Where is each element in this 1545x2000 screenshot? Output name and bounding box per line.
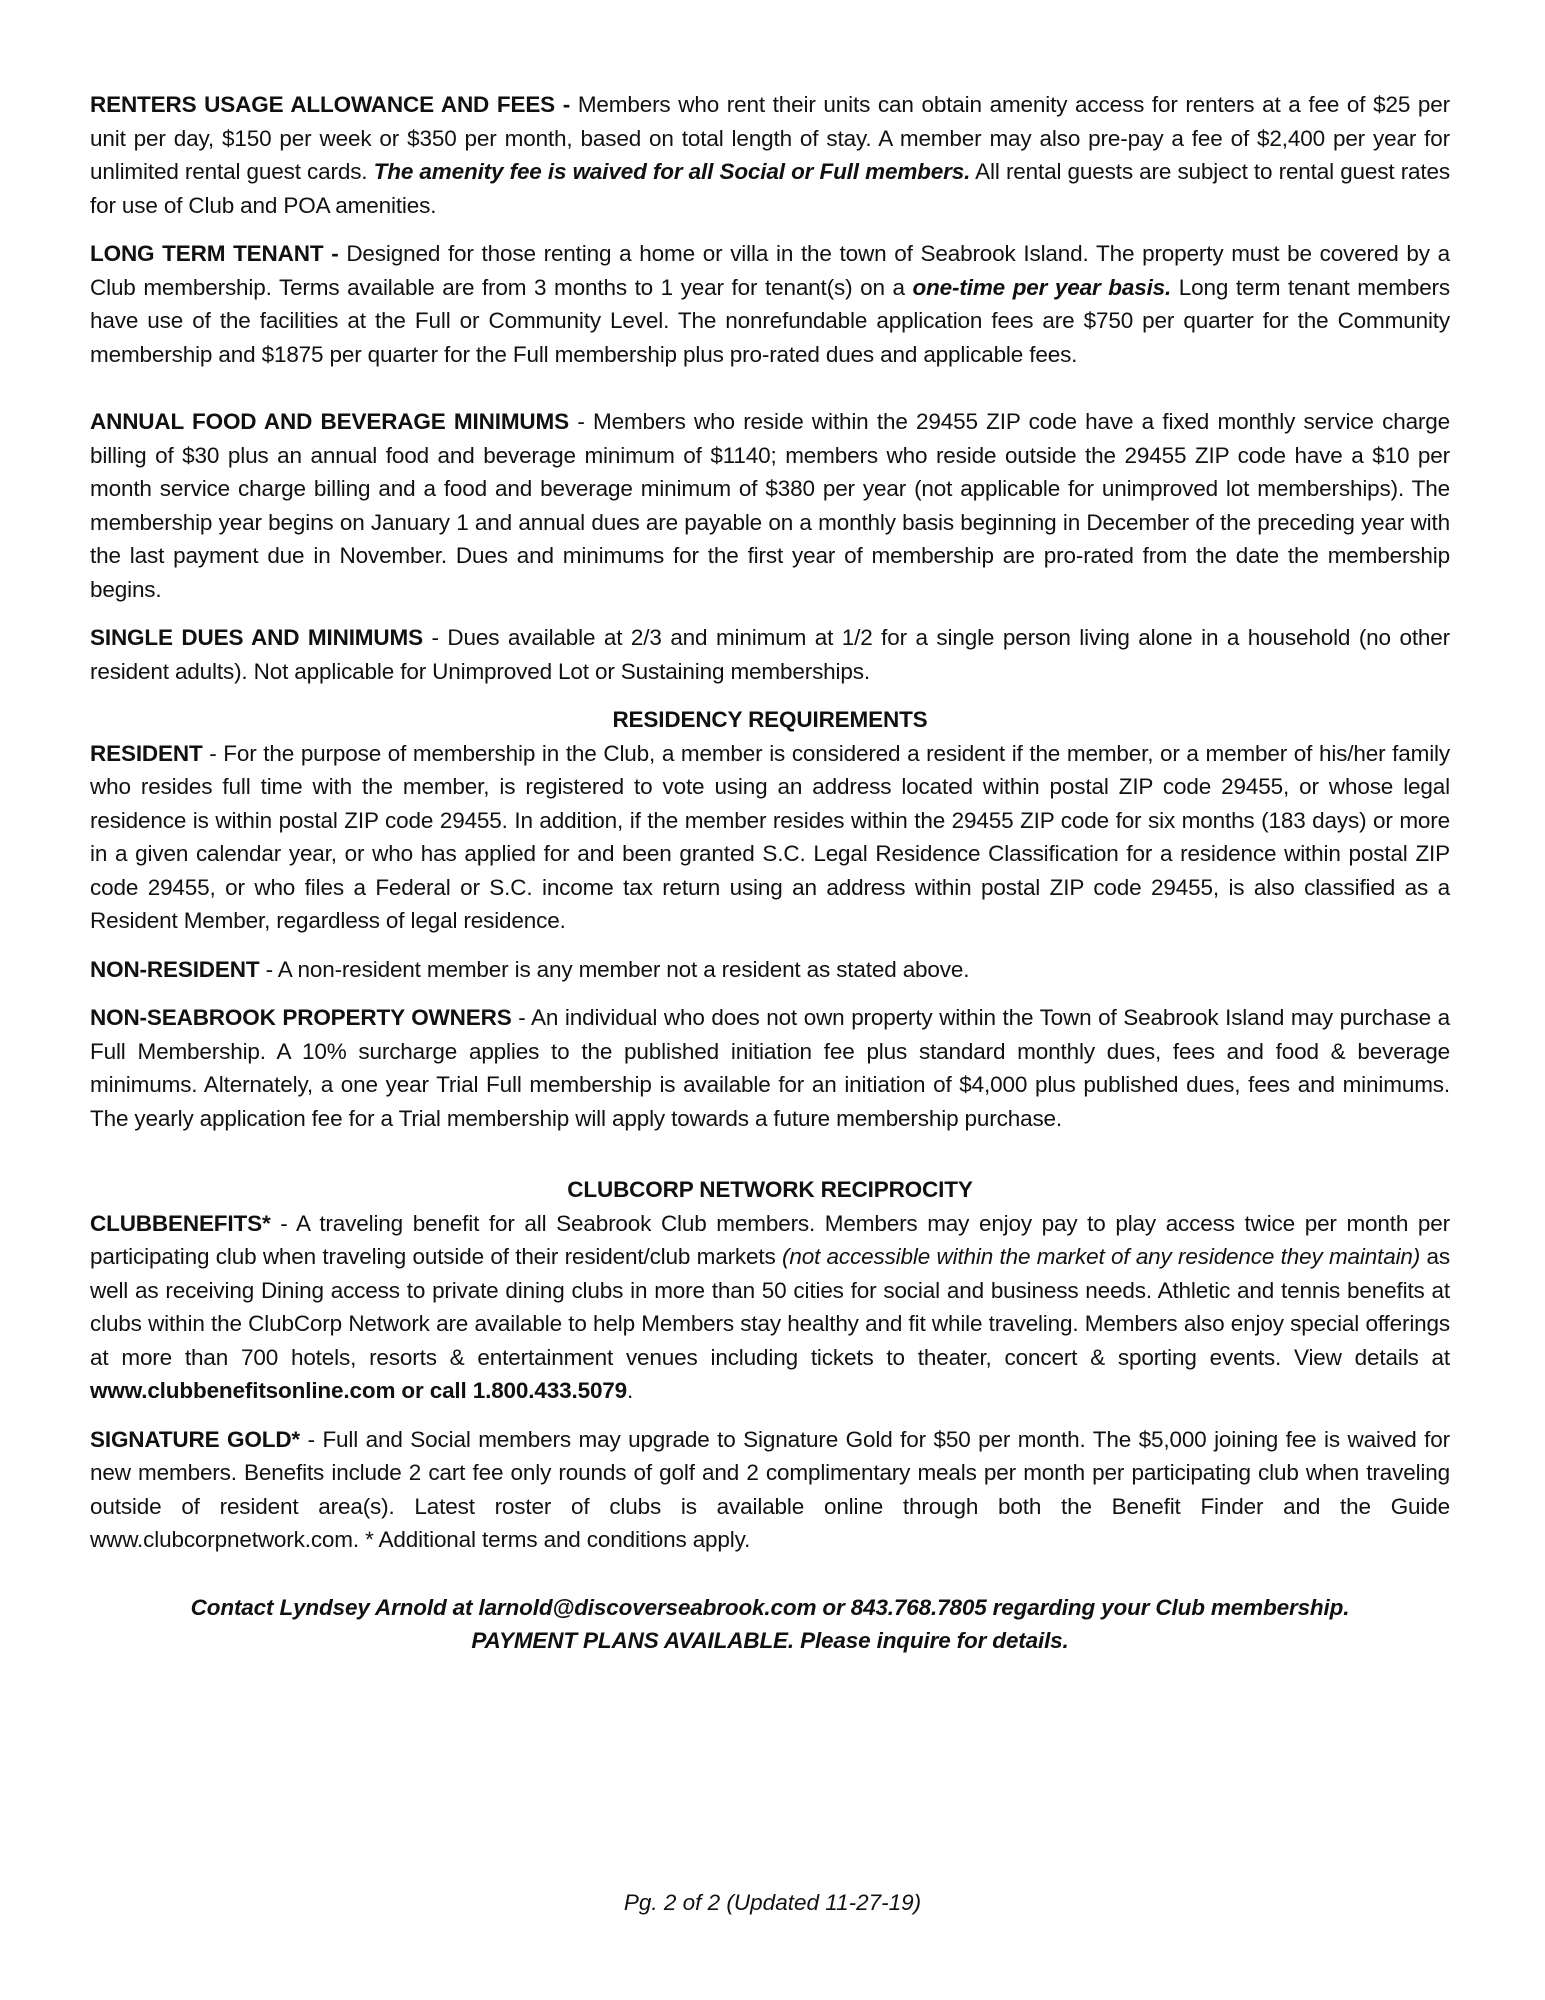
non-resident-title: NON-RESIDENT bbox=[90, 956, 260, 982]
long-term-title: LONG TERM TENANT - bbox=[90, 241, 339, 266]
food-bev-title: ANNUAL FOOD AND BEVERAGE MINIMUMS bbox=[90, 409, 569, 434]
resident-paragraph bbox=[90, 737, 1450, 938]
signature-text: - Full and Social members may upgrade to Signature Gold for $50 per month. The $5,000 joining fee is waived for new members. Benefits include 2 cart fee only rounds of golf and 2 complimentary meals per month per participating club when traveling outside of resident area(s). Latest roster of clubs is available online through both the Benefit Finder and the Guide www.clubcorpnetwork.com. * Additional terms and conditions apply. bbox=[90, 1426, 1450, 1552]
signature-title: SIGNATURE GOLD* bbox=[90, 1426, 301, 1452]
renters-paragraph bbox=[90, 88, 1450, 222]
contact-block bbox=[90, 1591, 1450, 1657]
long-term-text2: Long term tenant members have use of the facilities at the Full or Community Level. The nonrefundable application fees are $750 per quarter for the Community membership and $1875 per quarter for the Full membership plus pro-rated dues and applicable fees. bbox=[90, 274, 1450, 367]
renters-emphasis: The amenity fee is waived for all Social or Full members. bbox=[373, 159, 971, 184]
page-footer: Pg. 2 of 2 (Updated 11-27-19) bbox=[623, 1890, 922, 1915]
clubbenefits-title: CLUBBENEFITS* bbox=[90, 1210, 271, 1236]
single-text: - Dues available at 2/3 and minimum at 1/2 for a single person living alone in a household (no other resident adults). Not applicable for Unimproved Lot or Sustaining memberships. bbox=[90, 625, 1450, 684]
payment-plans-line: PAYMENT PLANS AVAILABLE. Please inquire for details. bbox=[471, 1627, 1069, 1653]
clubbenefits-link[interactable]: www.clubbenefitsonline.com or call 1.800.433.5079 bbox=[90, 1378, 628, 1403]
clubbenefits-text: - A traveling benefit for all Seabrook Club members. Members may enjoy pay to play access twice per month per participating club when traveling outside of their resident/club markets bbox=[90, 1210, 1450, 1269]
renters-text: Members who rent their units can obtain amenity access for renters at a fee of $25 per unit per day, $150 per week or $350 per month, based on total length of stay. A member may also pre-pay a fee of $2,400 per year for unlimited rental guest cards. bbox=[90, 92, 1450, 184]
clubbenefits-paragraph bbox=[90, 1207, 1450, 1408]
single-paragraph bbox=[90, 621, 1450, 688]
food-bev-paragraph bbox=[90, 405, 1450, 606]
food-bev-text: - Members who reside within the 29455 ZIP code have a fixed monthly service charge billing of $30 plus an annual food and beverage minimum of $1140; members who reside outside the 29455 ZIP code have a $10 per month service charge billing and a food and beverage minimum of $380 per year (not applicable for unimproved lot memberships). The membership year begins on January 1 and annual dues are payable on a monthly basis beginning in December of the preceding year with the last payment due in November. Dues and minimums for the first year of membership are pro-rated from the date the membership begins. bbox=[90, 409, 1450, 602]
renters-text2: All rental guests are subject to rental guest rates for use of Club and POA amenities. bbox=[90, 159, 1450, 218]
clubcorp-heading: CLUBCORP NETWORK RECIPROCITY bbox=[567, 1177, 973, 1202]
residency-heading: RESIDENCY REQUIREMENTS bbox=[612, 707, 928, 732]
contact-line: Contact Lyndsey Arnold at larnold@discoverseabrook.com or 843.768.7805 regarding your Club membership. bbox=[190, 1594, 1350, 1620]
non-seabrook-title: NON-SEABROOK PROPERTY OWNERS bbox=[90, 1005, 512, 1030]
long-term-paragraph bbox=[90, 237, 1450, 371]
non-seabrook-paragraph bbox=[90, 1001, 1450, 1135]
non-resident-text: - A non-resident member is any member not a resident as stated above. bbox=[259, 956, 970, 982]
signature-paragraph bbox=[90, 1423, 1450, 1557]
clubbenefits-end: . bbox=[627, 1378, 634, 1403]
resident-text: - For the purpose of membership in the Club, a member is considered a resident if the member, or a member of his/her family who resides full time with the member, is registered to vote using an address located within postal ZIP code 29455, or whose legal residence is within postal ZIP code 29455. In addition, if the member resides within the 29455 ZIP code for six months (183 days) or more in a given calendar year, or who has applied for and been granted S.C. Legal Residence Classification for a residence within postal ZIP code 29455, or who files a Federal or S.C. income tax return using an address within postal ZIP code 29455, is also classified as a Resident Member, regardless of legal residence. bbox=[90, 740, 1450, 933]
non-resident-paragraph bbox=[90, 953, 1450, 987]
clubbenefits-text2: as well as receiving Dining access to private dining clubs in more than 50 cities for social and business needs. Athletic and tennis benefits at clubs within the ClubCorp Network are available to help Members stay healthy and fit while traveling. Members also enjoy special offerings at more than 700 hotels, resorts & entertainment venues including tickets to theater, concert & sporting events. View details at bbox=[90, 1244, 1450, 1370]
long-term-emphasis: one-time per year basis. bbox=[912, 274, 1172, 300]
single-title: SINGLE DUES AND MINIMUMS bbox=[90, 625, 423, 650]
renters-title: RENTERS USAGE ALLOWANCE AND FEES - bbox=[90, 92, 571, 117]
clubbenefits-italic: (not accessible within the market of any residence they maintain) bbox=[782, 1244, 1421, 1269]
document-page bbox=[90, 88, 1450, 1657]
resident-title: RESIDENT bbox=[90, 740, 203, 766]
long-term-text: Designed for those renting a home or villa in the town of Seabrook Island. The property must be covered by a Club membership. Terms available are from 3 months to 1 year for tenant(s) on a bbox=[90, 241, 1450, 300]
non-seabrook-text: - An individual who does not own property within the Town of Seabrook Island may purchase a Full Membership. A 10% surcharge applies to the published initiation fee plus standard monthly dues, fees and food & beverage minimums. Alternately, a one year Trial Full membership is available for an initiation of $4,000 plus published dues, fees and minimums. The yearly application fee for a Trial membership will apply towards a future membership purchase. bbox=[90, 1005, 1451, 1131]
